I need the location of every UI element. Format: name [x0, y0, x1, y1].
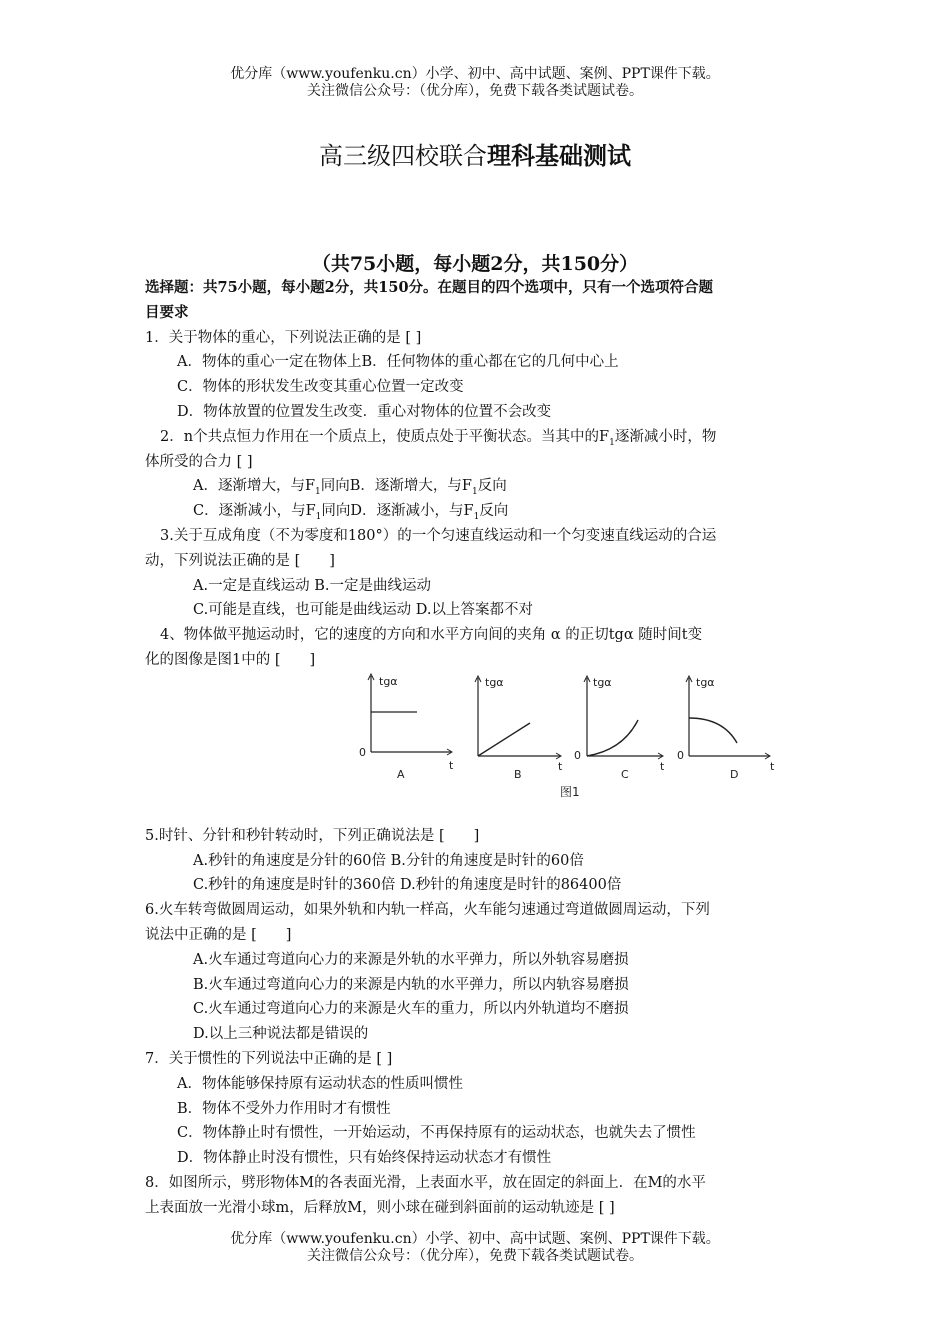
q4-stem-line-2: 化的图像是图1中的 [ ]: [145, 651, 316, 668]
q6-option-d: D.以上三种说法都是错误的: [193, 1026, 369, 1043]
panel-a-origin: 0: [359, 746, 366, 759]
panel-b-ylabel: tgα: [485, 676, 504, 689]
panel-d-xlabel: t: [770, 760, 775, 773]
q7-stem: 7．关于惯性的下列说法中正确的是 [ ]: [145, 1050, 393, 1067]
panel-d-curve: [689, 718, 737, 743]
footer-line-2: 关注微信公众号：（优分库），免费下载各类试题试卷。: [307, 1248, 643, 1264]
q2-option-cd: C．逐渐减小，与$F_1$同向D．逐渐减小，与$F_1$反向: [193, 503, 509, 523]
q1-option-c: C．物体的形状发生改变其重心位置一定改变: [177, 379, 464, 396]
page-header: [0, 66, 950, 100]
q2-stem-line-1: 2．n个共点恒力作用在一个质点上，使质点处于平衡状态。当其中的$F_1$逐渐减小时，物: [160, 428, 717, 448]
q4-stem-line-1: 4、物体做平抛运动时，它的速度的方向和水平方向间的夹角 α 的正切tgα 随时间t变: [160, 627, 703, 644]
panel-b-xlabel: t: [558, 760, 563, 773]
panel-c: [574, 676, 665, 781]
panel-d-origin: 0: [677, 749, 684, 762]
q1-stem: 1．关于物体的重心，下列说法正确的是 [ ]: [145, 329, 422, 346]
q3-option-cd: C.可能是直线，也可能是曲线运动 D.以上答案都不对: [193, 602, 534, 619]
q7-option-c: C．物体静止时有惯性，一开始运动，不再保持原有的运动状态，也就失去了惯性: [177, 1125, 696, 1142]
panel-b-label: B: [514, 768, 522, 781]
panel-c-ylabel: tgα: [593, 676, 612, 689]
figure-caption: 图1: [560, 785, 580, 799]
intro-line-1: 选择题：共75小题，每小题2分，共150分。在题目的四个选项中，只有一个选项符合题: [145, 279, 714, 296]
q8-stem-line-2: 上表面放一光滑小球m，后释放M，则小球在碰到斜面前的运动轨迹是 [ ]: [145, 1199, 615, 1216]
q5-option-ab: A.秒针的角速度是分针的60倍 B.分针的角速度是时针的60倍: [193, 852, 584, 869]
header-line-2: 关注微信公众号：（优分库），免费下载各类试题试卷。: [307, 83, 643, 99]
q1-option-ab: A．物体的重心一定在物体上B．任何物体的重心都在它的几何中心上: [177, 354, 619, 371]
intro-line-2: 目要求: [145, 303, 189, 321]
panel-c-xlabel: t: [660, 760, 665, 773]
q3-stem-line-2: 动，下列说法正确的是 [ ]: [145, 552, 335, 569]
page-subtitle: （共75小题，每小题2分，共150分）: [311, 253, 639, 275]
panel-a-xlabel: t: [449, 759, 454, 772]
panel-c-curve: [587, 720, 638, 756]
panel-a: [359, 674, 454, 781]
page-footer: [0, 1231, 950, 1265]
panel-a-ylabel: tgα: [379, 675, 398, 688]
page-title: [0, 136, 950, 171]
panel-c-label: C: [621, 768, 629, 781]
q7-option-a: A．物体能够保持原有运动状态的性质叫惯性: [177, 1075, 463, 1092]
panel-a-label: A: [397, 768, 405, 781]
q5-stem: 5.时针、分针和秒针转动时，下列正确说法是 [ ]: [145, 827, 480, 844]
panel-b-curve: [478, 723, 530, 756]
panel-d: [677, 676, 775, 781]
panel-d-label: D: [730, 768, 739, 781]
panel-b: [475, 676, 563, 781]
q3-stem-line-1: 3.关于互成角度（不为零度和180°）的一个匀速直线运动和一个匀变速直线运动的合运: [160, 527, 717, 544]
figure-1: [355, 668, 815, 808]
q1-option-d: D．物体放置的位置发生改变．重心对物体的位置不会改变: [177, 403, 552, 420]
q5-option-cd: C.秒针的角速度是时针的360倍 D.秒针的角速度是时针的86400倍: [193, 877, 622, 894]
title-bold: 理科基础测试: [487, 141, 631, 170]
q6-option-b: B.火车通过弯道向心力的来源是内轨的水平弹力，所以内轨容易磨损: [193, 976, 629, 993]
panel-c-origin: 0: [574, 749, 581, 762]
q8-stem-line-1: 8．如图所示，劈形物体M的各表面光滑，上表面水平，放在固定的斜面上．在M的水平: [145, 1174, 706, 1191]
panel-d-ylabel: tgα: [696, 676, 715, 689]
q6-option-a: A.火车通过弯道向心力的来源是外轨的水平弹力，所以外轨容易磨损: [193, 951, 629, 968]
q2-stem-line-2: 体所受的合力 [ ]: [145, 453, 253, 470]
q2-option-ab: A．逐渐增大，与$F_1$同向B．逐渐增大，与$F_1$反向: [193, 478, 507, 498]
q7-option-b: B．物体不受外力作用时才有惯性: [177, 1100, 391, 1117]
q7-option-d: D．物体静止时没有惯性，只有始终保持运动状态才有惯性: [177, 1150, 552, 1167]
header-line-1: 优分库（www.youfenku.cn）小学、初中、高中试题、案例、PPT课件下载。: [230, 66, 720, 82]
q3-option-ab: A.一定是直线运动 B.一定是曲线运动: [193, 577, 431, 594]
q6-option-c: C.火车通过弯道向心力的来源是火车的重力，所以内外轨道均不磨损: [193, 1001, 629, 1018]
footer-line-1: 优分库（www.youfenku.cn）小学、初中、高中试题、案例、PPT课件下载。: [230, 1231, 720, 1247]
q6-stem-line-2: 说法中正确的是 [ ]: [145, 926, 292, 943]
title-normal: 高三级四校联合: [319, 142, 487, 170]
q6-stem-line-1: 6.火车转弯做圆周运动，如果外轨和内轨一样高，火车能匀速通过弯道做圆周运动，下列: [145, 902, 710, 919]
